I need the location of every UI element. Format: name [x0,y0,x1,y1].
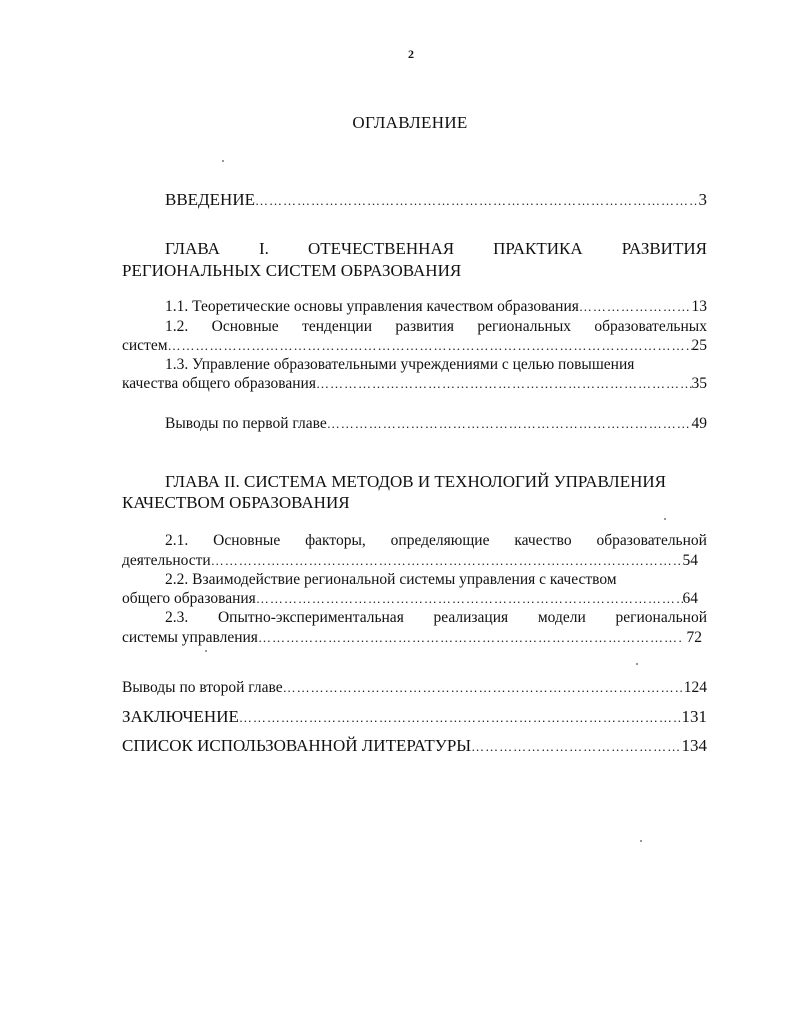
toc-page-number: 25 [691,337,707,354]
chapter-2-heading-line2: КАЧЕСТВОМ ОБРАЗОВАНИЯ [122,493,350,512]
scan-speck [636,663,638,665]
page-title: ОГЛАВЛЕНИЕ [352,113,468,132]
toc-page-number: 54 [682,552,698,569]
toc-entry-label: деятельности [122,552,211,569]
leader-dots [239,711,682,724]
scan-speck [640,840,642,842]
toc-page-number: 124 [683,679,707,696]
toc-entry-bibliography [122,737,707,754]
scan-speck [664,518,666,520]
toc-entry-label: Выводы по первой главе [165,415,327,432]
leader-dots [211,554,683,567]
toc-entry-label: общего образования [122,590,256,607]
leader-dots [327,417,692,430]
toc-entry-label: 1.1. Теоретические основы управления качеством образования [165,298,579,315]
toc-page-number: 3 [698,190,707,209]
page-number: 2 [408,47,414,61]
toc-entry-conclusion-1 [165,416,707,432]
toc-entry-label: качества общего образования [122,375,316,392]
toc-entry-2-3-line2 [122,630,702,646]
scan-speck [222,160,224,162]
toc-entry-final [122,708,707,725]
scan-speck [205,650,207,652]
leader-dots [316,377,692,390]
chapter-1-heading: ГЛАВА I. ОТЕЧЕСТВЕННАЯ ПРАКТИКА РАЗВИТИЯ [165,239,707,258]
toc-entry-1-3: 1.3. Управление образовательными учреждениями с целью повышения [165,356,635,373]
leader-dots [255,194,699,207]
toc-page-number: 134 [681,736,707,755]
toc-entry-label: Выводы по второй главе [122,679,283,696]
toc-entry-conclusion-2 [122,680,707,696]
toc-page-number: 49 [691,415,707,432]
toc-entry-2-2-line2 [122,591,698,607]
toc-entry-2-2: 2.2. Взаимодействие региональной системы управления с качеством [165,571,617,588]
toc-entry-label: ЗАКЛЮЧЕНИЕ [122,707,239,726]
toc-entry-label: систем [122,337,168,354]
toc-entry-1-1 [165,299,707,315]
leader-dots [579,300,692,313]
toc-entry-1-2-line2 [122,338,707,354]
toc-entry-label: системы управления [122,629,258,646]
toc-entry-label: СПИСОК ИСПОЛЬЗОВАННОЙ ЛИТЕРАТУРЫ [122,736,472,755]
chapter-1-heading-line2: РЕГИОНАЛЬНЫХ СИСТЕМ ОБРАЗОВАНИЯ [122,261,462,280]
toc-page-number: 64 [682,590,698,607]
toc-entry-1-2: 1.2. Основные тенденции развития региональных образовательных [165,318,707,335]
toc-entry-label: ВВЕДЕНИЕ [165,190,255,209]
leader-dots [283,681,684,694]
toc-page-number: 35 [691,375,707,392]
leader-dots [471,740,681,753]
toc-page-number: 131 [681,707,707,726]
toc-page-number: 72 [686,629,702,646]
toc-entry-1-3-line2 [122,376,707,392]
toc-entry-2-3: 2.3. Опытно-экспериментальная реализация модели региональной [165,609,707,626]
leader-dots [168,339,692,352]
toc-entry-intro [165,191,707,208]
chapter-2-heading: ГЛАВА II. СИСТЕМА МЕТОДОВ И ТЕХНОЛОГИЙ УПРАВЛЕНИЯ [165,472,666,491]
leader-dots [258,631,683,644]
toc-page-number: 13 [691,298,707,315]
leader-dots [256,592,683,605]
toc-entry-2-1: 2.1. Основные факторы, определяющие качество образовательной [165,532,707,549]
toc-entry-2-1-line2 [122,553,698,569]
